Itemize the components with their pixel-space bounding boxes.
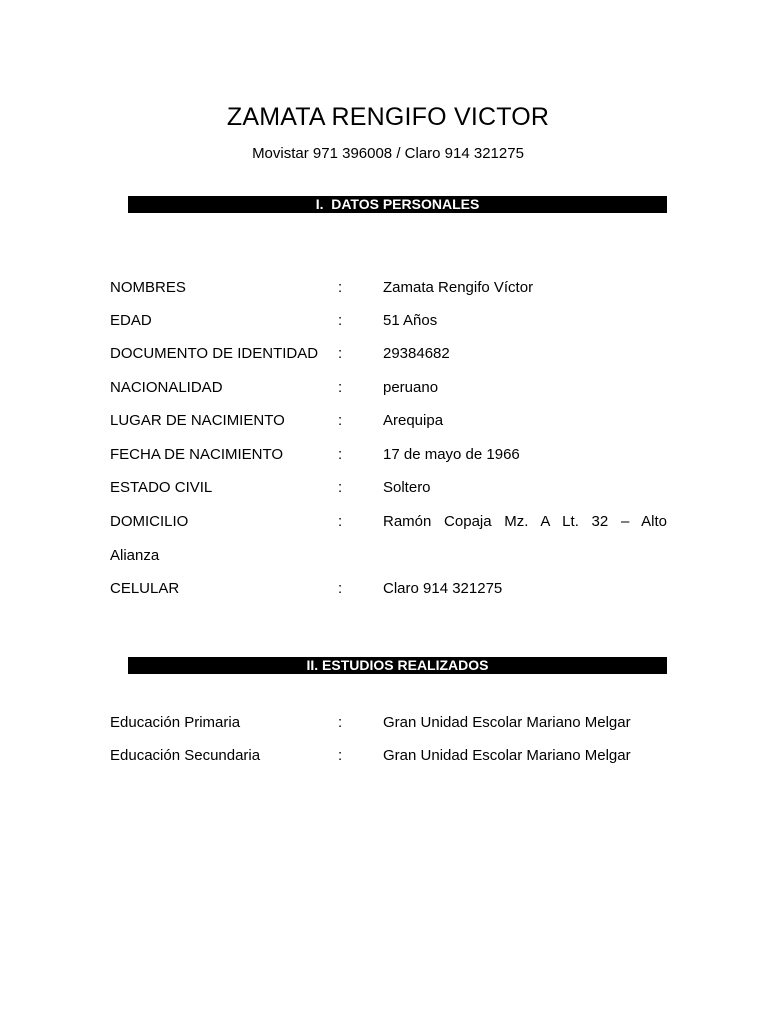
row-separator: : — [338, 714, 343, 731]
info-row-fecha-nacimiento — [0, 445, 768, 465]
row-separator: : — [338, 379, 343, 396]
info-row-nacionalidad — [0, 378, 768, 398]
row-separator: : — [338, 345, 343, 362]
info-row-estado-civil — [0, 478, 768, 498]
row-label: ESTADO CIVIL — [110, 479, 213, 496]
row-separator: : — [338, 513, 343, 530]
info-row-documento — [0, 344, 768, 364]
row-label: DOCUMENTO DE IDENTIDAD — [110, 345, 319, 362]
row-label: LUGAR DE NACIMIENTO — [110, 412, 285, 429]
row-value: Gran Unidad Escolar Mariano Melgar — [383, 747, 631, 764]
row-value: 17 de mayo de 1966 — [383, 446, 520, 463]
info-row-lugar-nacimiento — [0, 411, 768, 431]
row-value: Zamata Rengifo Víctor — [383, 279, 534, 296]
row-value: peruano — [383, 379, 439, 396]
row-value: 29384682 — [383, 345, 450, 362]
row-label: CELULAR — [110, 580, 180, 597]
info-row-edad — [0, 311, 768, 331]
row-value: Soltero — [383, 479, 431, 496]
row-value: Gran Unidad Escolar Mariano Melgar — [383, 714, 631, 731]
row-label: Educación Secundaria — [110, 747, 261, 764]
row-separator: : — [338, 580, 343, 597]
row-separator: : — [338, 747, 343, 764]
row-label: DOMICILIO — [110, 513, 189, 530]
row-value: Ramón Copaja Mz. A Lt. 32 – Alto — [383, 513, 667, 530]
section-heading-personal-data: I. DATOS PERSONALES — [128, 196, 667, 213]
row-separator: : — [338, 412, 343, 429]
info-row-nombres — [0, 278, 768, 298]
info-row-domicilio — [0, 512, 768, 532]
section-heading-studies: II. ESTUDIOS REALIZADOS — [128, 657, 667, 674]
contact-phones: Movistar 971 396008 / Claro 914 321275 — [252, 145, 524, 162]
row-separator: : — [338, 279, 343, 296]
row-label: EDAD — [110, 312, 152, 329]
candidate-name-title: ZAMATA RENGIFO VICTOR — [226, 103, 550, 131]
row-value: Claro 914 321275 — [383, 580, 503, 597]
row-value: Arequipa — [383, 412, 444, 429]
info-row-celular — [0, 579, 768, 599]
row-separator: : — [338, 446, 343, 463]
info-row-educacion-secundaria — [0, 746, 768, 766]
info-row-educacion-primaria — [0, 713, 768, 733]
row-separator: : — [338, 312, 343, 329]
row-value: 51 Años — [383, 312, 438, 329]
row-label: Educación Primaria — [110, 714, 241, 731]
row-separator: : — [338, 479, 343, 496]
row-label: NOMBRES — [110, 279, 186, 296]
row-value-continuation: Alianza — [110, 547, 160, 564]
row-label: FECHA DE NACIMIENTO — [110, 446, 284, 463]
row-label: NACIONALIDAD — [110, 379, 223, 396]
